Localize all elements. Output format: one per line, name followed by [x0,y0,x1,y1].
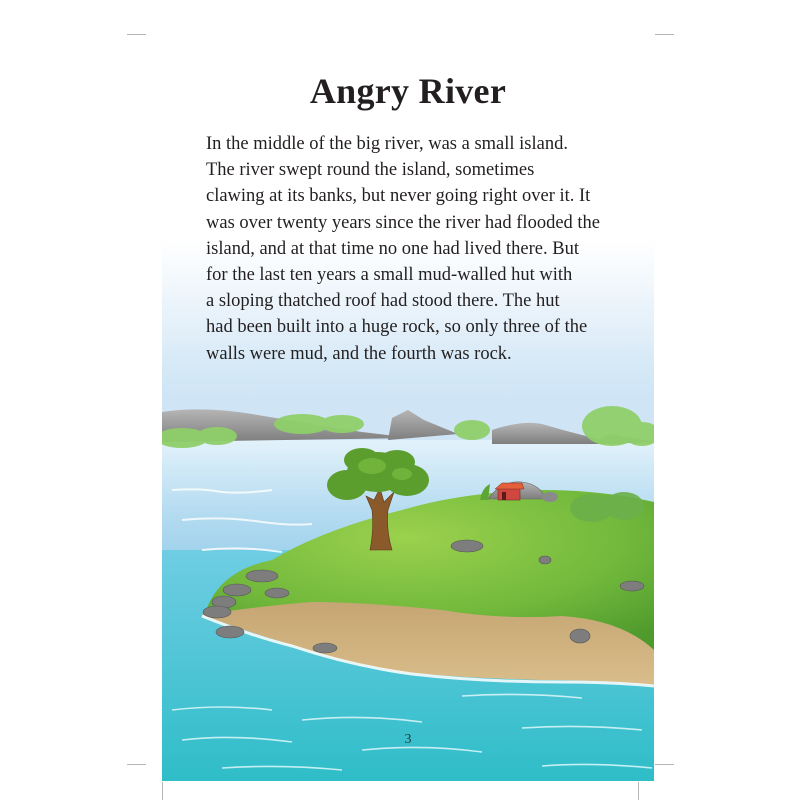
page-number: 3 [404,732,412,747]
paragraph-line: In the middle of the big river, was a small island. [206,134,568,154]
crop-mark-bottom-right-vertical [638,782,639,800]
paragraph-line: was over twenty years since the river had flooded the [206,212,601,233]
paragraph-line: clawing at its banks, but never going right over it. It [206,186,591,207]
paragraph-line: had been built into a huge rock, so only three of the [206,317,588,338]
paragraph-line: island, and at that time no one had lived there. But [206,238,579,259]
book-page [162,0,654,781]
crop-mark-top-left [127,34,146,35]
paragraph-line: The river swept round the island, sometimes [206,160,535,181]
crop-mark-top-right [655,34,674,35]
story-paragraph [206,131,626,367]
paragraph-line: for the last ten years a small mud-walled hut with [206,265,573,286]
river-island-illustration [162,380,654,781]
crop-mark-bottom-left [127,764,146,765]
paragraph-line: a sloping thatched roof had stood there. The hut [206,291,560,312]
paragraph-line: walls were mud, and the fourth was rock. [206,343,512,364]
page-title: Angry River [309,71,507,111]
hut [495,483,524,500]
crop-mark-bottom-right [655,764,674,765]
crop-mark-bottom-left-vertical [162,782,163,800]
